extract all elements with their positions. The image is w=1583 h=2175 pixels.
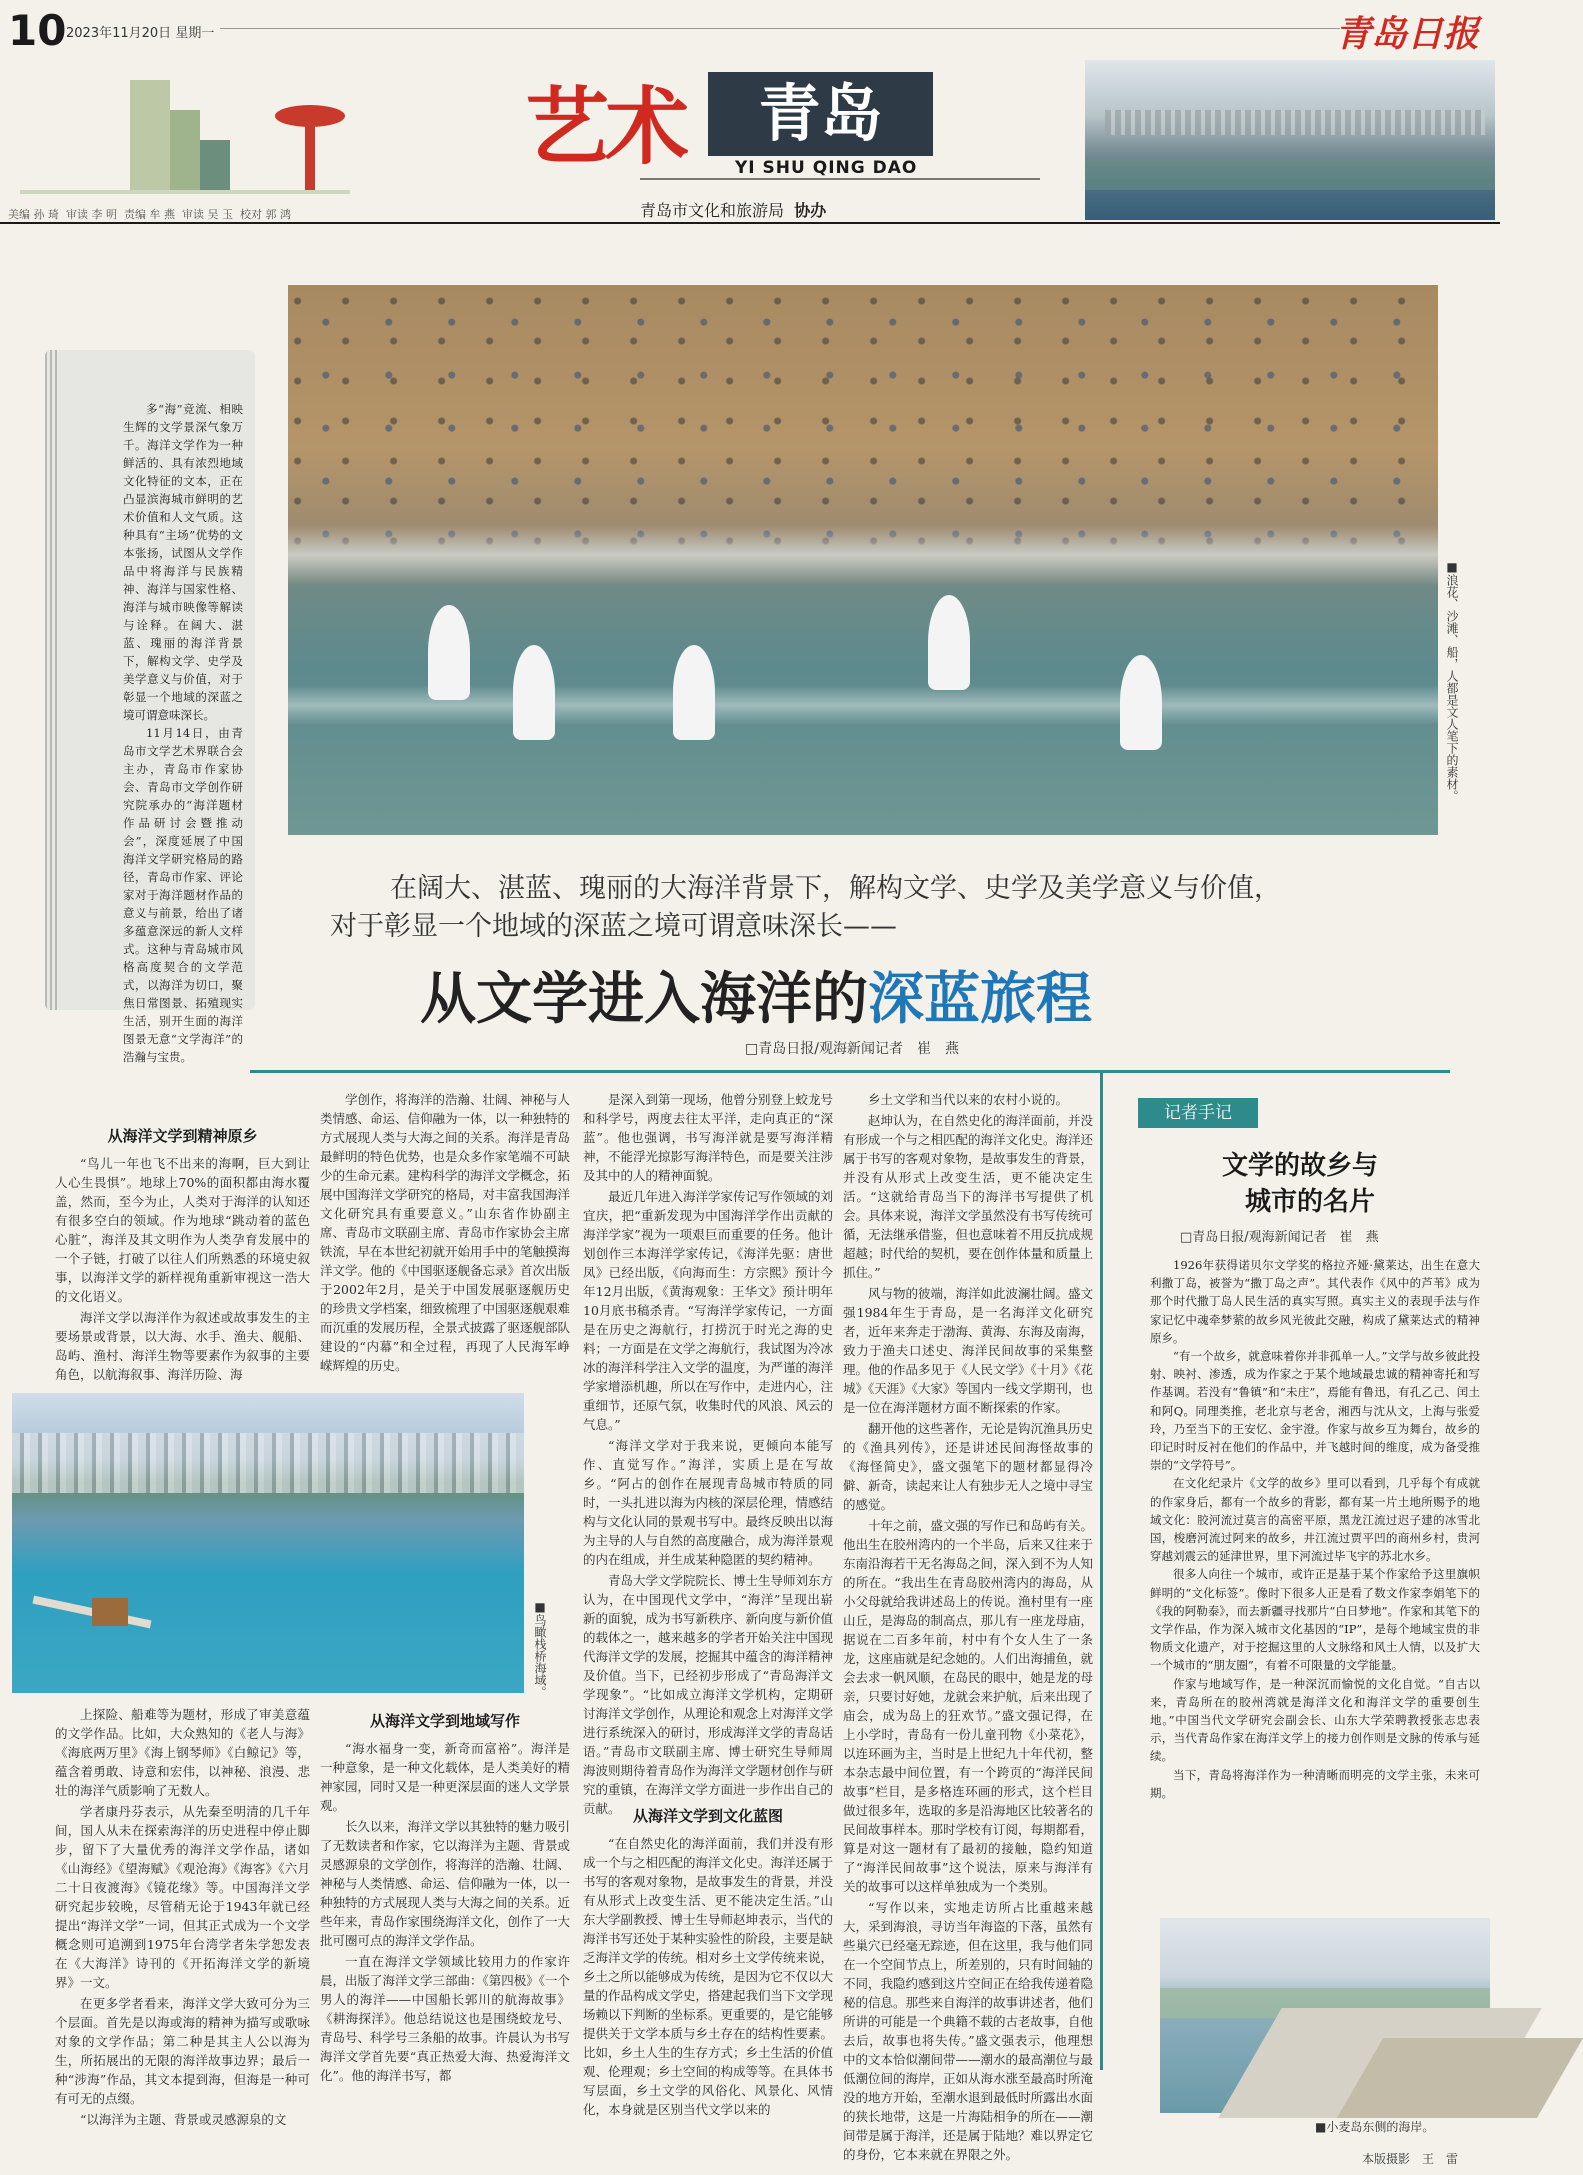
top-photo-caption: ■浪花、沙滩、船，人都是文人笔下的素材。 — [1445, 560, 1459, 802]
photo2-caption: ■鸟瞰栈桥海域。 — [533, 1600, 547, 1698]
headline: 从文学进入海洋的深蓝旅程 — [420, 966, 1092, 1032]
paragraph: “写作以来，实地走访所占比重越来越大，采到海浪，寻访当年海盗的下落，虽然有些巢穴已经毫无踪迹，但在这里，我与他们同在一个空间节点上，所差别的，只有时间轴的不同，我隐约感到这片空间正在给我传递着隐秘的信息。那些来自海洋的故事讲述者，他们所讲的可能是一个典籍不载的古老故事，自他去后，故事也将失传。”盛文强表示，他理想中的文本恰似潮间带——潮水的最高潮位与最低潮位间的海岸，正如从海水涨至最高时所淹没的地方开始，至潮水退到最低时所露出水面的狭长地带，这是一片海陆相争的所在——潮间带是属于海洋，还是属于陆地？难以界定它的身份，它本来就在界限之外。 — [843, 1900, 1094, 2162]
column-title-box: 青岛 — [708, 72, 933, 156]
article-column-2-bottom — [320, 1700, 570, 2135]
paragraph: “海洋文学对于我来说，更倾向本能写作、直觉写作。”海洋，实质上是在写故乡。“阿占的创作在展现青岛城市特质的同时，一头扎进以海为内核的深层伦理，情感结构与文化认同的景观书写中。最终反映出以海为主导的人与自然的高度融合，成为海洋景观的内在组成，并生成某种隐匿的契约精神。 — [583, 1438, 834, 1567]
column-title-red: 艺术 — [525, 77, 686, 176]
article-column-2-top — [320, 1090, 570, 1390]
paragraph: “鸟儿一年也飞不出来的海啊，巨大到让人心生畏惧”。地球上70%的面积都由海水覆盖，然而，至今为止，人类对于海洋的认知还有很多空白的领域。作为地球“跳动着的蓝色心脏”，海洋及其文明作为人类孕育发展中的一个子链，打破了以往人们所熟悉的环境史叙事，以海洋文学的新样视角重新审视这一浩大的文化语义。 — [55, 1156, 310, 1304]
issue-date: 2023年11月20日 星期一 — [66, 26, 215, 41]
city-skyline-image — [1085, 60, 1495, 220]
header-rule — [220, 28, 1340, 29]
paragraph: 一直在海洋文学领域比较用力的作家许晨，出版了海洋文学三部曲：《第四极》《一个男人的海洋——中国船长郭川的航海故事》《耕海探洋》。他总结说这也是围绕蛟龙号、青岛号、科学号三条船的故事。许晨认为书写海洋文学首先要“真正热爱大海、热爱海洋文化”。他的海洋书写，都 — [320, 1954, 571, 2083]
boat — [1120, 655, 1162, 750]
masthead — [0, 0, 1500, 225]
sidebar-byline: □青岛日报/观海新闻记者 崔 燕 — [1180, 1230, 1379, 1245]
paragraph: 最近几年进入海洋学家传记写作领域的刘宜庆，把“重新发现为中国海洋学作出贡献的海洋学家”视为一项艰巨而重要的任务。他计划创作三本海洋学家传记，《海洋先驱：唐世凤》已经出版，《向海而生：方宗熙》预计今年12月出版，《黄海观象：王华文》预计明年10月底书稿杀青。“写海洋学家传记，一方面是在历史之海航行，打捞沉于时光之海的史料；一方面是在文学之海航行，我试图为冷冰冰的海洋科学注入文学的温度，为严谨的海洋学家增添机趣，所以在写作中，走进内心，注重细节，还原气氛，收集时代的风浪、风云的气息。” — [583, 1189, 834, 1432]
lead-line: 对于彰显一个地域的深蓝之境可谓意味深长—— — [330, 911, 897, 942]
lead — [330, 870, 1330, 946]
coast-photo — [1160, 1918, 1490, 2113]
paragraph: 上探险、船难等为题材，形成了审美意蕴的文学作品。比如，大众熟知的《老人与海》《海底两万里》《海上钢琴师》《白鲸记》等，蕴含着勇敢、诗意和宏伟，以神秘、浪漫、悲壮的海洋气质影响了无数人。 — [55, 1707, 310, 1798]
byline: □青岛日报/观海新闻记者 崔 燕 — [745, 1041, 959, 1057]
paragraph: 1926年获得诺贝尔文学奖的格拉齐娅·黛莱达，出生在意大利撒丁岛，被誉为“撒丁岛之声”。其代表作《风中的芦苇》成为那个时代撒丁岛人民生活的真实写照。真实主义的表现手法与作家记忆中魂牵梦萦的故乡风光彼此交融，构成了黛莱达式的精神原乡。 — [1150, 1258, 1480, 1345]
sidebar-tag: 记者手记 — [1138, 1098, 1258, 1128]
header-bottom-rule — [0, 222, 1500, 224]
paragraph: 青岛大学文学院院长、博士生导师刘东方认为，在中国现代文学中，“海洋”呈现出崭新的面貌，成为书写新秩序、新向度与新价值的载体之一，越来越多的学者开始关注中国现代海洋文学的发展，挖掘其中蕴含的海洋精神及价值。当下，已经初步形成了“青岛海洋文学现象”。“比如成立海洋文学机构，定期研讨海洋文学创作，从理论和观念上对海洋文学进行系统深入的研讨，形成海洋文学的青岛话语。”青岛市文联副主席、博士研究生导师周海波则期待着青岛作为海洋文学题材创作与研究的重镇，在海洋文学方面进一步作出自己的贡献。 — [583, 1573, 834, 1816]
title-rule — [640, 178, 1040, 180]
paragraph: 十年之前，盛文强的写作已和岛屿有关。他出生在胶州湾内的一个半岛，后来又往来于东南沿海若干无名海岛之间，深入到不为人知的所在。“我出生在青岛胶州湾内的海岛，从小父母就给我讲述岛上的传说。渔村里有一座山丘，是海岛的制高点，那儿有一座龙母庙，据说在二百多年前，村中有个女人生了一条龙，这座庙就是纪念她的。人们出海捕鱼，就会去求一帆风顺，在岛民的眼中，她是龙的母亲，只要讨好她，龙就会来护航，后来出现了庙会，成为岛上的狂欢节。”盛文强记得，在上小学时，青岛有一份儿童刊物《小菜花》，以连环画为主，当时是上世纪九十年代初，整本杂志最中间位置，有一个跨页的“海洋民间故事”栏目，是多格连环画的形式，这个栏目做过很多年，选取的多是沿海地区比较著名的民间故事样本。那时学校有订阅，每期都看，算是对这一题材有了最初的接触，隐约知道了“海洋民间故事”这个说法，原来与海洋有关的故事可以这样单独成为一个类别。 — [843, 1518, 1094, 1894]
paragraph: 学创作，将海洋的浩瀚、壮阔、神秘与人类情感、命运、信仰融为一体，以一种独特的方式展现人类与大海之间的关系。海洋是青岛最鲜明的特色优势，也是众多作家笔端不可缺少的生命元素。建构科学的海洋文学概念，拓展中国海洋文学研究的格局，对丰富我国海洋文化研究具有重要意义。”山东省作协副主席、青岛市文联副主席、青岛市作家协会主席铁流，早在本世纪初就开始用手中的笔触摸海洋文学。他的《中国驱逐舰备忘录》首次出版于2002年2月，是关于中国发展驱逐舰历史的珍贵文学档案，细致梳理了中国驱逐舰艰难而沉重的发展历程，全景式披露了驱逐舰部队建设的“内幕”和全过程，再现了人民海军峥嵘辉煌的历史。 — [320, 1092, 571, 1373]
intro-text — [123, 400, 243, 1064]
subheading: 从海洋文学到地域写作 — [369, 1712, 520, 1730]
paragraph: 风与物的彼端，海洋如此波澜壮阔。盛文强1984年生于青岛，是一名海洋文化研究者，近年来奔走于渤海、黄海、东海及南海，致力于渔夫口述史、海洋民间故事的采集整理。他的作品多见于《人民文学》《十月》《花城》《天涯》《大家》等国内一线文学期刊，也是一位在海洋题材方面不断探索的作家。 — [843, 1286, 1094, 1415]
paragraph: “以海洋为主题、背景或灵感源泉的文 — [80, 2112, 287, 2127]
header-illustration — [20, 40, 350, 205]
boat — [513, 645, 555, 740]
article-column-1-bottom — [55, 1705, 310, 2135]
frame-rule — [250, 1070, 1450, 1073]
photo-credit: 本版摄影 王 雷 — [1362, 2152, 1459, 2166]
boat — [673, 645, 715, 740]
paragraph: 乡土文学和当代以来的农村小说的。 — [868, 1092, 1069, 1107]
paragraph: 赵坤认为，在自然史化的海洋面前，并没有形成一个与之相匹配的海洋文化史。海洋还属于书写的客观对象物，是故事发生的背景，并没有从形式上改变生活，更不能决定生活。“这就给青岛当下的海洋书写提供了机会。具体来说，海洋文学虽然没有书写传统可循，无法继承借鉴，但也意味着不用反抗成规超越；时代给的契机，要在创作体量和质量上抓住。” — [843, 1113, 1094, 1280]
lead-line: 在阔大、湛蓝、瑰丽的大海洋背景下，解构文学、史学及美学意义与价值， — [390, 873, 1281, 904]
paragraph: 在文化纪录片《文学的故乡》里可以看到，几乎每个有成就的作家身后，都有一个故乡的背影，都有某一片土地所赐予的地域文化：胶河流过莫言的高密平原，黑龙江流过迟子建的冰雪北国，梭磨河流过阿来的故乡，井江流过贾平凹的商州乡村，贵河穿越刘震云的延津世界，里下河流过毕飞宇的苏北水乡。 — [1150, 1476, 1480, 1564]
intro-paragraph: 11月14日，由青岛市文学艺术界联合会主办，青岛市作家协会、青岛市文学创作研究院承办的“海洋题材作品研讨会暨推动会”，深度延展了中国海洋文学研究格局的路径，青岛市作家、评论家对于海洋题材作品的意义与前景，给出了诸多蕴意深远的新人文样式。这种与青岛城市风格高度契合的文学范式，以海洋为切口，聚焦日常图景、拓殖现实生活，别开生面的海洋图景无意“文学海洋”的浩瀚与宝贵。 — [123, 726, 243, 1064]
beach-aerial-photo — [288, 285, 1438, 835]
paragraph: “在自然史化的海洋面前，我们并没有形成一个与之相匹配的海洋文化史。海洋还属于书写的客观对象物，是故事发生的背景，并没有从形式上改变生活、更不能决定生活。”山东大学副教授、博士生导师赵坤表示，当代的海洋书写还处于某种实验性的阶段，主要是缺乏海洋文学的传统。相对乡土文学传统来说，乡土之所以能够成为传统，是因为它不仅以大量的作品构成文学史，搭建起我们当下文学现场赖以下判断的坐标系。更重要的，是它能够提供关于文学本质与乡土存在的结构性要素。比如，乡土人生的生存方式；乡土生活的价值观、伦理观；乡土空间的构成等等。在具体书写层面，乡土文学的风俗化、风景化、风情化，本身就是区别当代文学以来的 — [583, 1836, 834, 2117]
paragraph: 长久以来，海洋文学以其独特的魅力吸引了无数读者和作家，它以海洋为主题、背景或灵感源泉的文学创作，将海洋的浩瀚、壮阔、神秘与人类情感、命运、信仰融为一体，以一种独特的方式展现人类与大海之间的关系。近些年来，青岛作家围绕海洋文化，创作了一大批可圈可点的海洋文学作品。 — [320, 1819, 571, 1948]
boat — [428, 605, 470, 700]
paragraph: 很多人向往一个城市，或许正是基于某个作家给予这里旗帜鲜明的“文化标签”。像时下很多人正是看了数文作家李娟笔下的《我的阿勒泰》，而去新疆寻找那片“白日梦地”。作家和其笔下的文学作品，作为深入城市文化基因的“IP”，是每个地域宝贵的非物质文化遗产，对于挖掘这里的人文脉络和风土人情，以及扩大一个城市的“朋友圈”，有着不可限量的文学能量。 — [1150, 1567, 1480, 1673]
column-pinyin: YI SHU QING DAO — [735, 158, 918, 178]
subheading: 从海洋文学到精神原乡 — [107, 1127, 258, 1145]
paragraph: 海洋文学以海洋作为叙述或故事发生的主要场景或背景，以大海、水手、渔夫、舰船、岛屿、渔村、海洋生物等要素作为叙事的主要角色，以航海叙事、海洋历险、海 — [55, 1310, 310, 1382]
paragraph: 是深入到第一现场，他曾分别登上蛟龙号和科学号，两度去往太平洋，走向真正的“深蓝”。他也强调，书写海洋就是要写海洋精神，不能浮光掠影写海洋特色，而是要关注涉及其中的人的精神面貌。 — [583, 1092, 834, 1183]
paragraph: “海水福身一变，新奇而富裕”。海洋是一种意象，是一种文化载体，是人类美好的精神家园，同时又是一种更深层面的迷人文学景观。 — [320, 1741, 571, 1813]
sidebar-photo-caption: ■小麦岛东侧的海岸。 — [1315, 2120, 1435, 2134]
article-column-4 — [843, 1090, 1094, 2162]
editor-credits: 美编 孙 琦 审读 李 明 责编 牟 燕 审读 吴 玉 校对 郭 鸿 — [8, 208, 291, 221]
subheading: 从海洋文学到文化蓝图 — [632, 1807, 783, 1825]
sidebar-text — [1150, 1256, 1480, 1906]
paragraph: 学者康丹芬表示，从先秦至明清的几千年间，国人从未在探索海洋的历史进程中停止脚步，留下了大量优秀的海洋文学作品，诸如《山海经》《望海赋》《观沧海》《海客》《六月二十日夜渡海》《镜花缘》等。中国海洋文学研究起步较晚，尽管稍无论于1943年就已经提出“海洋文学”一词，但其正式成为一个文学概念则可追溯到1975年台湾学者朱学恕发表在《大海洋》诗刊的《开拓海洋文学的新境界》一文。 — [55, 1804, 310, 1990]
sidebar-title: 文学的故乡与 城市的名片 — [1221, 1151, 1378, 1217]
cohost: 青岛市文化和旅游局 协办 — [640, 201, 827, 220]
paragraph: 当下，青岛将海洋作为一种清晰而明亮的文学主张，未来可期。 — [1150, 1767, 1480, 1800]
intro-paragraph: 多“海”竞流、相映生辉的文学景深气象万千。海洋文学作为一种鲜活的、具有浓烈地域文化特征的文本，正在凸显滨海城市鲜明的艺术价值和人文气质。这种具有“主场”优势的文本张扬，试图从文学作品中将海洋与民族精神、海洋与国家性格、海洋与城市映像等解读与诠释。在阔大、湛蓝、瑰丽的海洋背景下，解构文学、史学及美学意义与价值，对于彰显一个地域的深蓝之境可谓意味深长。 — [123, 402, 243, 722]
frame-rule — [1100, 1070, 1103, 2070]
paragraph: 翻开他的这些著作，无论是钩沉渔具历史的《渔具列传》，还是讲述民间海怪故事的《海怪简史》，盛文强笔下的题材都显得冷僻、新奇，读起来让人有独步无人之境中寻宝的感觉。 — [843, 1421, 1094, 1512]
newspaper-logo: 青岛日报 — [1335, 13, 1480, 55]
boat — [928, 595, 970, 690]
paragraph: “有一个故乡，就意味着你并非孤单一人。”文学与故乡彼此投射、映衬、渗透，成为作家之于某个地域最忠诚的精神寄托和写作基调。若没有“鲁镇”和“未庄”，焉能有鲁迅，有孔乙己、闰土和阿Q。同理类推，老北京与老舍，湘西与沈从文，上海与张爱玲，乃至当下的王安忆、金宇澄。作家与故乡互为舞台，故乡的印记时时反衬在他们的作品中，并飞越时间的维度，成为备受推崇的“文学符号”。 — [1150, 1349, 1480, 1473]
paragraph: 在更多学者看来，海洋文学大致可分为三个层面。首先是以海或海的精神为描写或歌咏对象的文学作品；第二种是其主人公以海为生，所拓展出的无限的海洋故事边界；最后一种“涉海”作品，其文本提到海，但海是一种可有可无的点缀。 — [55, 1996, 310, 2106]
page-number: 10 — [8, 6, 67, 55]
article-column-3-bottom — [583, 1795, 833, 2135]
sidebar — [1110, 1088, 1490, 2134]
paragraph: 作家与地域写作，是一种深沉而愉悦的文化自觉。“自古以来，青岛所在的胶州湾就是海洋文化和海洋文学的重要创生地。”中国当代文学研究会副会长、山东大学荣聘教授张志忠表示，当代青岛作家在海洋文学上的接力创作则是文脉的传承与延续。 — [1150, 1676, 1480, 1764]
trestle-bridge-photo — [12, 1393, 524, 1693]
article-column-1-top — [55, 1115, 310, 1390]
intro-box — [45, 350, 255, 1064]
